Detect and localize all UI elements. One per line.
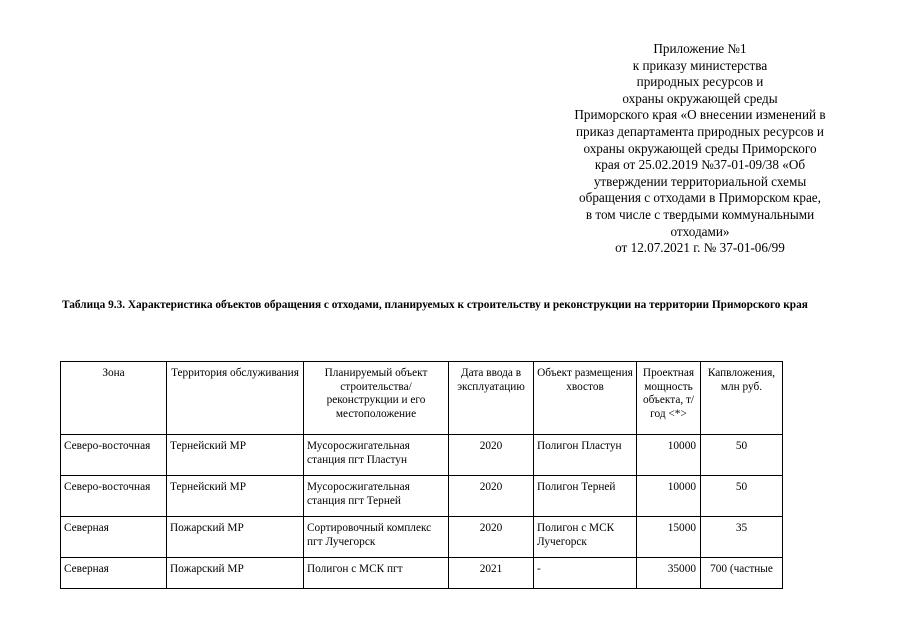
- cell-capacity: 15000: [637, 517, 701, 558]
- cell-planned-object: Сортировочный комплекс пгт Лучегорск: [304, 517, 449, 558]
- appendix-line: края от 25.02.2019 №37-01-09/38 «Об: [594, 157, 806, 173]
- cell-service-area: Тернейский МР: [167, 476, 304, 517]
- cell-planned-object: Мусоросжигательная станция пгт Терней: [304, 476, 449, 517]
- header-capacity: Проектная мощность объекта, т/год <*>: [637, 362, 701, 435]
- appendix-line: Приморского края «О внесении изменений в: [574, 107, 826, 123]
- cell-zone: Северо-восточная: [61, 476, 167, 517]
- cell-tailings-site: Полигон Пластун: [534, 435, 637, 476]
- cell-tailings-site: -: [534, 558, 637, 589]
- appendix-line: охраны окружающей среды Приморского: [583, 140, 817, 156]
- appendix-line: от 12.07.2021 г. № 37-01-06/99: [615, 240, 785, 256]
- cell-zone: Северо-восточная: [61, 435, 167, 476]
- appendix-line: обращения с отходами в Приморском крае,: [579, 190, 821, 206]
- cell-investment: 50: [701, 476, 783, 517]
- cell-commission-date: 2020: [449, 476, 534, 517]
- cell-commission-date: 2020: [449, 517, 534, 558]
- cell-commission-date: 2020: [449, 435, 534, 476]
- appendix-line: отходами»: [670, 223, 730, 239]
- appendix-line: природных ресурсов и: [636, 74, 764, 90]
- cell-service-area: Пожарский МР: [167, 558, 304, 589]
- cell-tailings-site: Полигон с МСК Лучегорск: [534, 517, 637, 558]
- cell-service-area: Пожарский МР: [167, 517, 304, 558]
- header-zone: Зона: [61, 362, 167, 435]
- cell-planned-object: Мусоросжигательная станция пгт Пластун: [304, 435, 449, 476]
- table-row: [61, 435, 783, 476]
- appendix-line: охраны окружающей среды: [622, 90, 778, 106]
- header-investment: Капвложения, млн руб.: [701, 362, 783, 435]
- cell-service-area: Тернейский МР: [167, 435, 304, 476]
- appendix-line: приказ департамента природных ресурсов и: [576, 123, 824, 139]
- cell-investment: 50: [701, 435, 783, 476]
- appendix-line: к приказу министерства: [632, 57, 768, 73]
- waste-facilities-table: [60, 361, 783, 589]
- table-title: Таблица 9.3. Характеристика объектов обращения с отходами, планируемых к строительству и реконструкции на территории Приморского края: [62, 299, 808, 311]
- appendix-line: в том числе с твердыми коммунальными: [585, 206, 815, 222]
- header-planned-object: Планируемый объект строительства/реконструкции и его местоположение: [304, 362, 449, 435]
- cell-zone: Северная: [61, 558, 167, 589]
- cell-planned-object: Полигон с МСК пгт: [304, 558, 449, 589]
- cell-tailings-site: Полигон Терней: [534, 476, 637, 517]
- cell-capacity: 10000: [637, 476, 701, 517]
- appendix-line: Приложение №1: [653, 41, 747, 56]
- cell-capacity: 35000: [637, 558, 701, 589]
- table-row: [61, 517, 783, 558]
- appendix-line: утверждении территориальной схемы: [593, 173, 807, 189]
- cell-zone: Северная: [61, 517, 167, 558]
- cell-investment: 700 (частные: [701, 558, 783, 589]
- table-header-row: [61, 362, 783, 435]
- appendix-header: [545, 41, 855, 257]
- cell-commission-date: 2021: [449, 558, 534, 589]
- cell-investment: 35: [701, 517, 783, 558]
- header-service-area: Территория обслуживания: [167, 362, 304, 435]
- table-row: [61, 558, 783, 589]
- cell-capacity: 10000: [637, 435, 701, 476]
- header-commission-date: Дата ввода в эксплуатацию: [449, 362, 534, 435]
- header-tailings-site: Объект размещения хвостов: [534, 362, 637, 435]
- table-row: [61, 476, 783, 517]
